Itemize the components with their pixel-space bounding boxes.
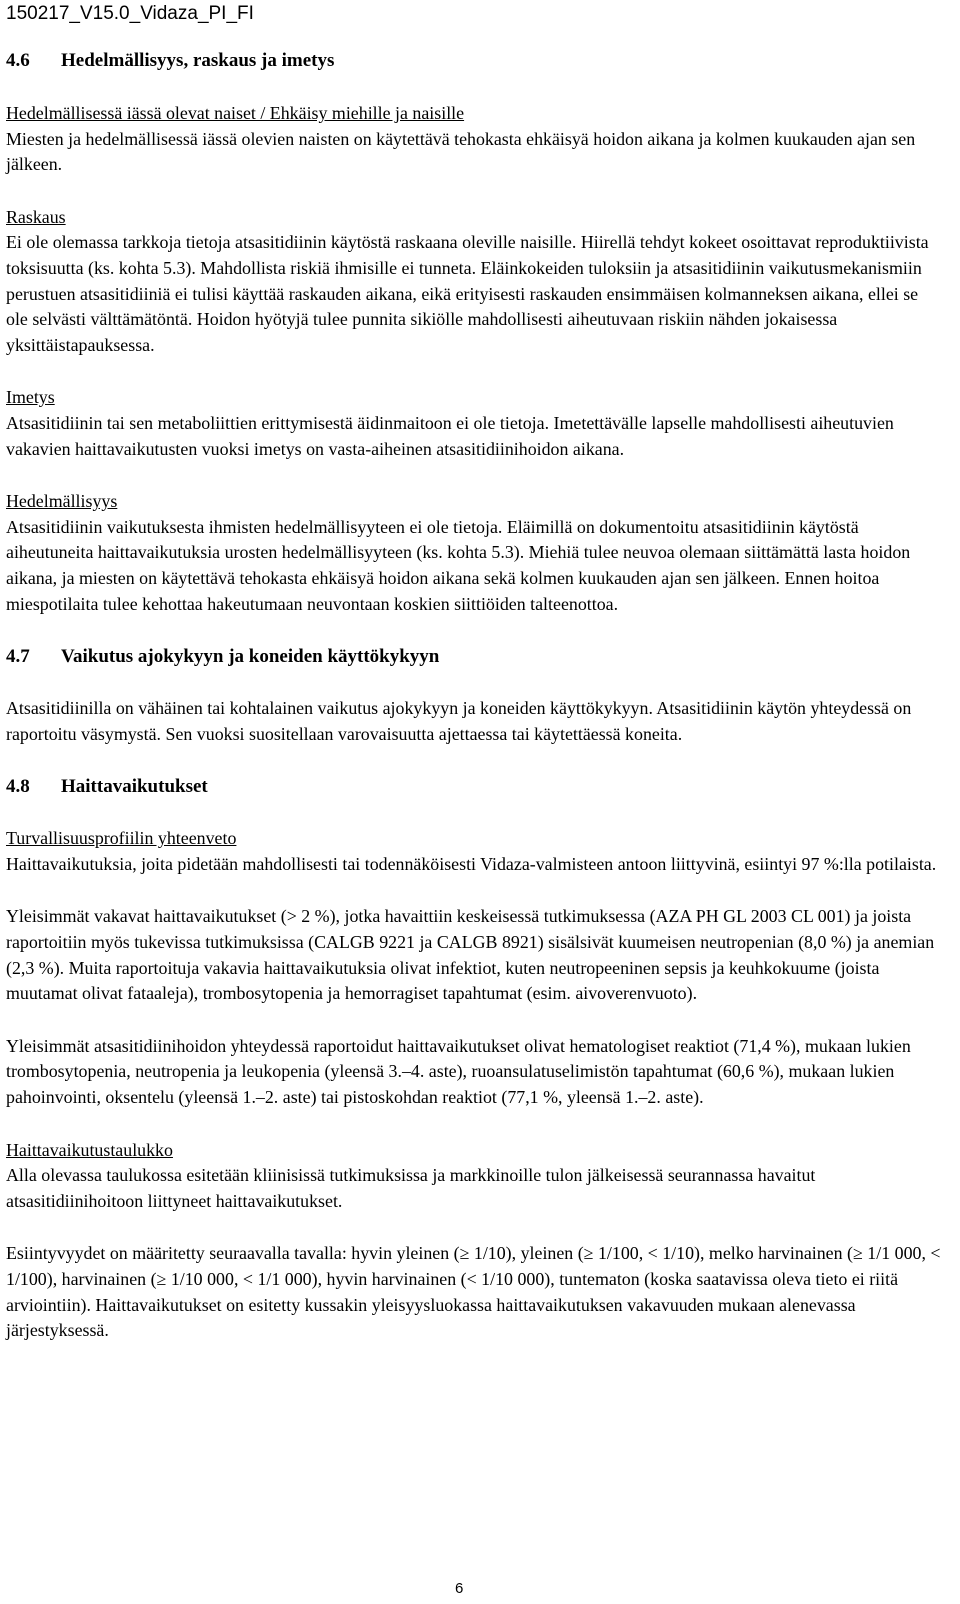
- section-heading-4-8: [6, 775, 942, 799]
- serious-reactions-text: Yleisimmät vakavat haittavaikutukset (> 2 %), jotka havaittiin keskeisessä tutkimuksessa (AZA PH GL 2003 CL 001) ja joista raportoitiin myös tukevissa tutkimuksissa (CALGB 9221 ja CALGB 8921) sisälsivät kuumeisen neutropenian (8,0 %) ja anemian (2,3 %). Muita raportoituja vakavia haittavaikutuksia olivat infektiot, kuten neutropeeninen sepsis ja keuhkokuume (joista muutamat olivat fataaleja), trombosytopenia ja hemorragiset tapahtumat (esim. aivoverenvuoto).: [6, 906, 935, 1004]
- section-title: Hedelmällisyys, raskaus ja imetys: [61, 50, 335, 71]
- pregnancy-block: [6, 205, 942, 359]
- breastfeeding-text: Atsasitidiinin tai sen metaboliittien erittymisestä äidinmaitoon ei ole tietoja. Imetettävälle lapselle mahdollisesti aiheutuvien vakavien haittavaikutusten vuoksi imetys on vasta-aiheinen atsasitidiinihoidon aikana.: [6, 412, 894, 459]
- section-number: 4.8: [6, 776, 30, 798]
- fertility-text: Atsasitidiinin vaikutuksesta ihmisten hedelmällisyyteen ei ole tietoja. Eläimillä on dokumentoitu atsasitidiinin käytöstä aiheutuneita haittavaikutuksia urosten hedelmällisyyteen (ks. kohta 5.3). Miehiä tulee neuvoa olemaan siittämättä lasta hoidon aikana, ja miesten on käytettävä tehokasta ehkäisyä hoidon aikana sekä kolmen kuukauden ajan sen jälkeen. Ennen hoitoa miespotilaita tulee kehottaa hakeutumaan neuvontaan koskien siittiöiden talteenottoa.: [6, 516, 911, 614]
- pregnancy-text: Ei ole olemassa tarkkoja tietoja atsasitidiinin käytöstä raskaana oleville naisille. Hiirellä tehdyt kokeet osoittavat reproduktiivista toksisuutta (ks. kohta 5.3). Mahdollista riskiä ihmisille ei tunneta. Eläinkokeiden tuloksiin ja atsasitidiinin vaikutusmekanismiin perustuen atsasitidiiniä ei tulisi käyttää raskauden aikana, eikä erityisesti raskauden ensimmäisen kolmanneksen aikana, ellei se ole selvästi välttämätöntä. Hoidon hyötyjä tulee punnita sikiölle mahdollisesti aiheutuvaan riskiin nähden jokaisessa yksittäistapauksessa.: [6, 232, 929, 355]
- reactions-table-heading: Haittavaikutustaulukko: [6, 1139, 173, 1160]
- contraception-text: Miesten ja hedelmällisessä iässä olevien naisten on käytettävä tehokasta ehkäisyä hoidon aikana ja kolmen kuukauden ajan sen jälkeen.: [6, 128, 916, 175]
- document-id: 150217_V15.0_Vidaza_PI_FI: [6, 3, 254, 24]
- fertility-block: [6, 489, 942, 617]
- section-title: Vaikutus ajokykyyn ja koneiden käyttökykyyn: [61, 646, 440, 668]
- reactions-table-text: Alla olevassa taulukossa esitetään kliinisissä tutkimuksissa ja markkinoille tulon jälkeisessä seurannassa havaitut atsasitidiinihoitoon liittyneet haittavaikutukset.: [6, 1165, 816, 1211]
- section-number: 4.6: [6, 50, 30, 71]
- section-title: Haittavaikutukset: [61, 776, 208, 798]
- safety-summary-block: [6, 826, 942, 877]
- contraception-block: [6, 101, 942, 178]
- breastfeeding-block: [6, 385, 942, 462]
- common-reactions-text: Yleisimmät atsasitidiinihoidon yhteydessä raportoidut haittavaikutukset olivat hematologiset reaktiot (71,4 %), mukaan lukien trombosytopenia, neutropenia ja leukopenia (yleensä 3.–4. aste), ruoansulatuselimistön tapahtumat (60,6 %), mukaan lukien pahoinvointi, oksentelu (yleensä 1.–2. aste) tai pistoskohdan reaktiot (77,1 %, yleensä 1.–2. aste).: [6, 1035, 911, 1108]
- document-page: [6, 44, 942, 1344]
- section-heading-4-6: [6, 49, 942, 73]
- section-number: 4.7: [6, 646, 30, 668]
- frequency-definition-text: Esiintyvyydet on määritetty seuraavalla tavalla: hyvin yleinen (≥ 1/10), yleinen (≥ 1/100, < 1/10), melko harvinainen (≥ 1/1 000, < 1/100), harvinainen (≥ 1/10 000, < 1/1 000), hyvin harvinainen (< 1/10 000), tuntematon (koska saatavissa oleva tieto ei riitä arviointiin). Haittavaikutukset on esitetty kussakin yleisyysluokassa haittavaikutuksen vakavuuden mukaan alenevassa järjestyksessä.: [6, 1243, 941, 1341]
- section-heading-4-7: [6, 645, 942, 669]
- reactions-table-block: [6, 1138, 942, 1215]
- fertility-heading: Hedelmällisyys: [6, 491, 118, 512]
- pregnancy-heading: Raskaus: [6, 206, 66, 227]
- driving-text: Atsasitidiinilla on vähäinen tai kohtalainen vaikutus ajokykyyn ja koneiden käyttökykyyn. Atsasitidiinin käytön yhteydessä on raportoitu väsymystä. Sen vuoksi suositellaan varovaisuutta ajettaessa tai käytettäessä koneita.: [6, 698, 912, 744]
- contraception-heading: Hedelmällisessä iässä olevat naiset / Ehkäisy miehille ja naisille: [6, 103, 465, 123]
- safety-summary-text: Haittavaikutuksia, joita pidetään mahdollisesti tai todennäköisesti Vidaza-valmisteen antoon liittyvinä, esiintyi 97 %:lla potilaista.: [6, 853, 937, 874]
- breastfeeding-heading: Imetys: [6, 387, 55, 408]
- safety-summary-heading: Turvallisuusprofiilin yhteenveto: [6, 828, 237, 849]
- page-number: 6: [455, 1580, 464, 1597]
